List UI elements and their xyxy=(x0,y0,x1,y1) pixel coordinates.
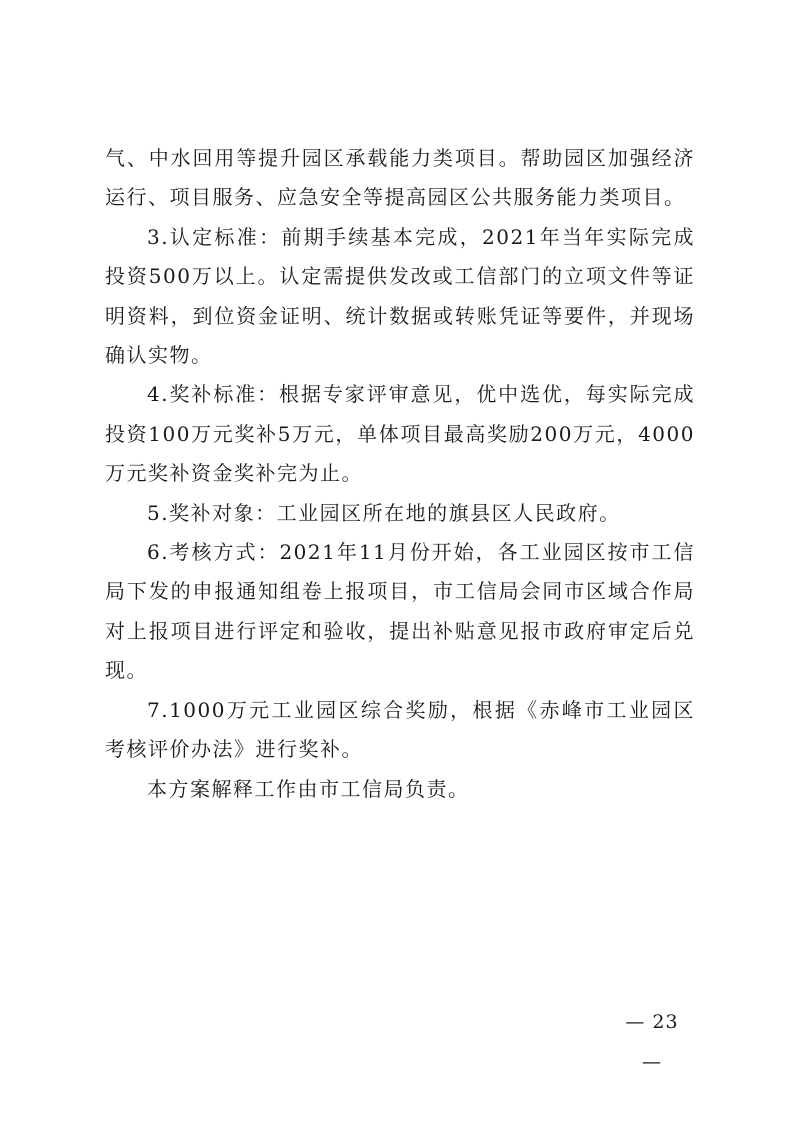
paragraph-certification-standard: 3.认定标准：前期手续基本完成，2021年当年实际完成投资500万以上。认定需提供发改或工信部门的立项文件等证明资料，到位资金证明、统计数据或转账凭证等要件，并现场确认实物。 xyxy=(105,224,695,368)
paragraph-interpretation: 本方案解释工作由市工信局负责。 xyxy=(147,776,470,801)
paragraph-project-types-continued: 气、中水回用等提升园区承载能力类项目。帮助园区加强经济运行、项目服务、应急安全等提高园区公共服务能力类项目。 xyxy=(105,146,695,210)
document-body xyxy=(105,139,695,809)
paragraph-subsidy-standard: 4.奖补标准：根据专家评审意见，优中选优，每实际完成投资100万元奖补5万元，单体项目最高奖励200万元，4000万元奖补资金奖补完为止。 xyxy=(105,382,695,486)
page-number: — 23 — xyxy=(625,1011,679,1073)
paragraph-assessment-method: 6.考核方式：2021年11月份开始，各工业园区按市工信局下发的申报通知组卷上报项目，市工信局会同市区域合作局对上报项目进行评定和验收，提出补贴意见报市政府审定后兑现。 xyxy=(105,540,695,683)
paragraph-subsidy-recipient: 5.奖补对象：工业园区所在地的旗县区人民政府。 xyxy=(147,500,621,525)
paragraph-comprehensive-reward: 7.1000万元工业园区综合奖励，根据《赤峰市工业园区考核评价办法》进行奖补。 xyxy=(105,697,695,762)
